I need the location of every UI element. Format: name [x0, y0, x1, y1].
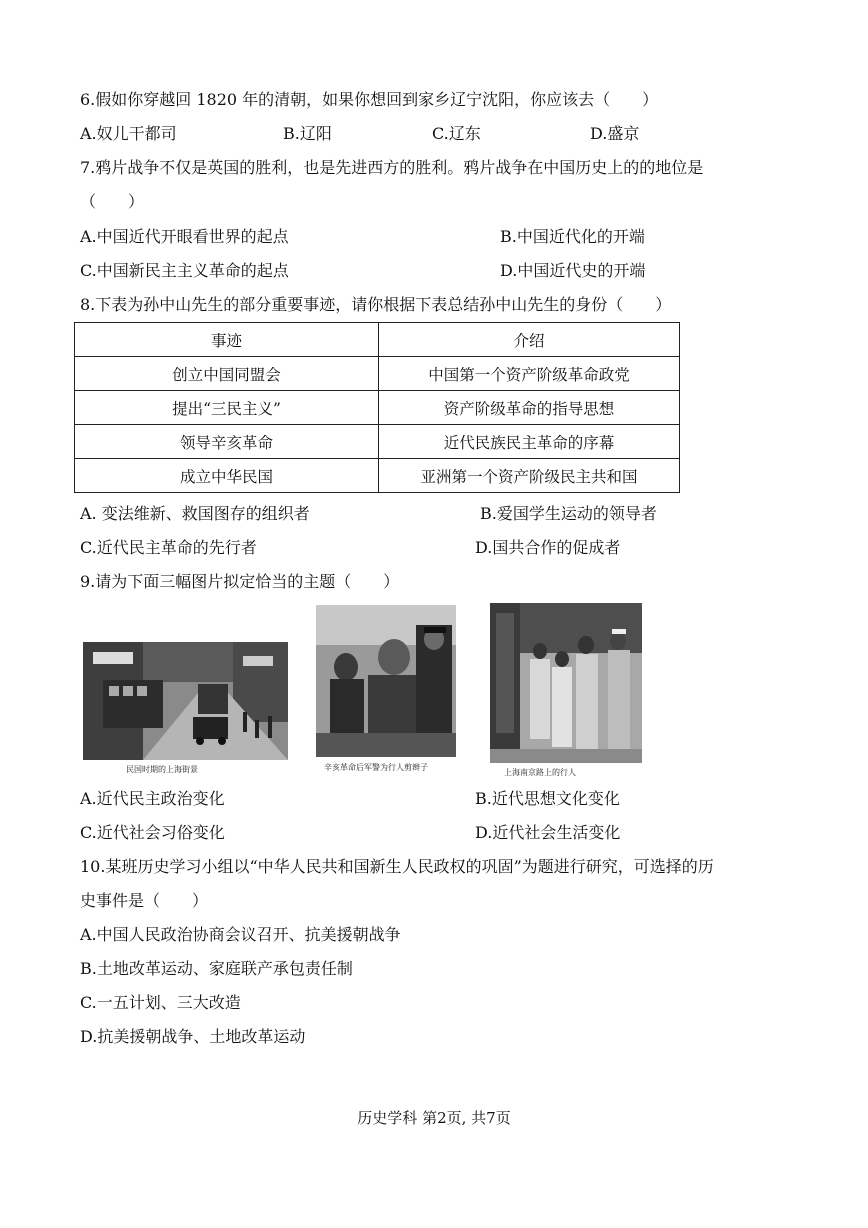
q10-stem-cont: 史事件是（ ） [80, 891, 209, 910]
table-header-row [75, 323, 680, 357]
q8-stem: 8.下表为孙中山先生的部分重要事迹，请你根据下表总结孙中山先生的身份（ ） [80, 295, 672, 314]
q9-stem: 9.请为下面三幅图片拟定恰当的主题（ ） [80, 572, 400, 591]
q10-option-b: B.土地改革运动、家庭联产承包责任制 [80, 959, 353, 978]
q8-option-d: D.国共合作的促成者 [475, 538, 621, 557]
table-row [75, 391, 680, 425]
q7-option-d: D.中国近代史的开端 [500, 261, 646, 280]
table-cell: 成立中华民国 [75, 459, 379, 493]
q7-option-b: B.中国近代化的开端 [500, 227, 645, 246]
table-cell: 近代民族民主革命的序幕 [379, 425, 680, 459]
q10-option-d: D.抗美援朝战争、土地改革运动 [80, 1027, 306, 1046]
table-cell: 领导辛亥革命 [75, 425, 379, 459]
table-row [75, 425, 680, 459]
q7-stem-cont: （ ） [80, 192, 145, 211]
q8-option-b: B.爱国学生运动的领导者 [480, 504, 657, 523]
q6-option-d: D.盛京 [590, 124, 640, 143]
table-row [75, 459, 680, 493]
q8-option-a: A. 变法维新、救国图存的组织者 [80, 504, 310, 523]
q9-option-c: C.近代社会习俗变化 [80, 823, 225, 842]
q9-option-d: D.近代社会生活变化 [475, 823, 621, 842]
table-header-cell: 事迹 [75, 323, 379, 357]
q7-option-c: C.中国新民主主义革命的起点 [80, 261, 289, 280]
q6-option-a: A.奴儿干都司 [80, 124, 177, 143]
queue-cutting-photo [316, 605, 456, 757]
q8-option-c: C.近代民主革命的先行者 [80, 538, 257, 557]
table-cell: 亚洲第一个资产阶级民主共和国 [379, 459, 680, 493]
table-cell: 创立中国同盟会 [75, 357, 379, 391]
q6-stem: 6.假如你穿越回 1820 年的清朝，如果你想回到家乡辽宁沈阳，你应该去（ ） [80, 90, 659, 109]
q9-option-b: B.近代思想文化变化 [475, 789, 620, 808]
photo-caption-nanjing-road: 上海南京路上的行人 [504, 768, 576, 777]
q9-option-a: A.近代民主政治变化 [80, 789, 225, 808]
q10-stem: 10.某班历史学习小组以“中华人民共和国新生人民政权的巩固”为题进行研究，可选择的历 [80, 857, 714, 876]
q6-option-c: C.辽东 [432, 124, 481, 143]
table-cell: 提出“三民主义” [75, 391, 379, 425]
q10-option-c: C.一五计划、三大改造 [80, 993, 241, 1012]
nanjing-road-photo [490, 603, 642, 763]
q10-option-a: A.中国人民政治协商会议召开、抗美援朝战争 [80, 925, 401, 944]
shanghai-street-photo [83, 642, 288, 760]
table-cell: 资产阶级革命的指导思想 [379, 391, 680, 425]
table-header-cell: 介绍 [379, 323, 680, 357]
table-cell: 中国第一个资产阶级革命政党 [379, 357, 680, 391]
sun-yatsen-facts-table [74, 322, 680, 493]
photo-caption-street: 民国时期的上海街景 [126, 765, 198, 774]
q7-option-a: A.中国近代开眼看世界的起点 [80, 227, 289, 246]
table-row [75, 357, 680, 391]
q6-option-b: B.辽阳 [283, 124, 332, 143]
photo-caption-queue: 辛亥革命后军警为行人剪辫子 [324, 763, 428, 772]
q7-stem: 7.鸦片战争不仅是英国的胜利，也是先进西方的胜利。鸦片战争在中国历史上的的地位是 [80, 158, 704, 177]
page-footer: 历史学科 第2页, 共7页 [357, 1109, 511, 1127]
